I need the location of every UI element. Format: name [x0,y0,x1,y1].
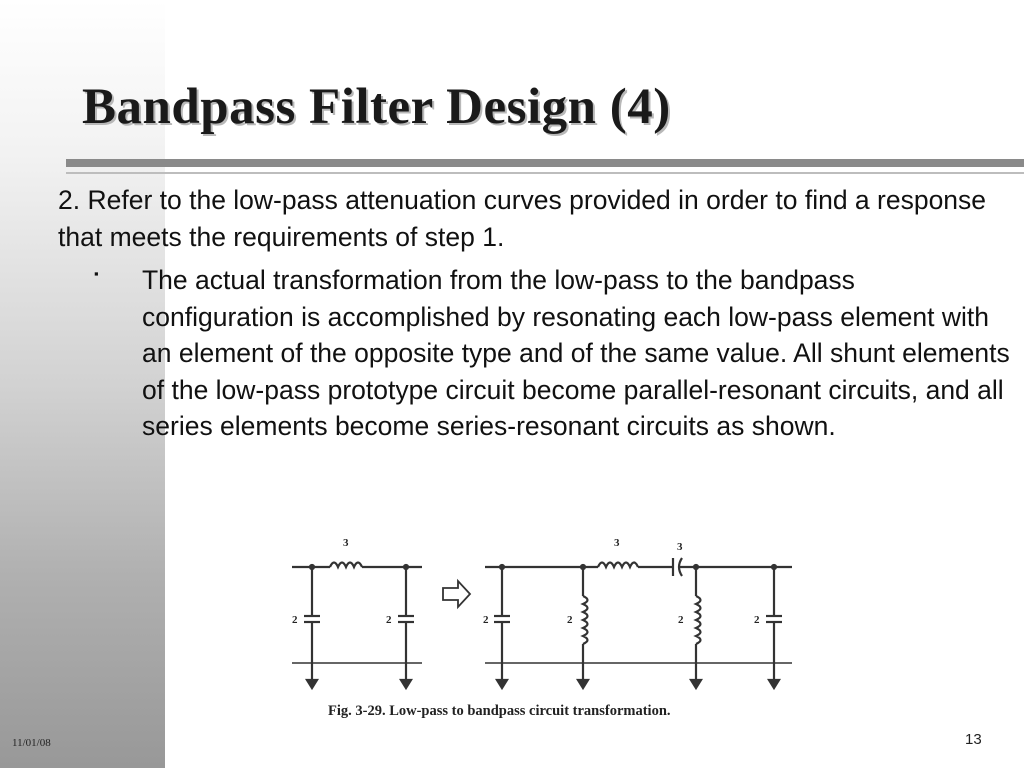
label-bp-series-cap: 3 [677,541,683,553]
label-bp-shunt-ind-2: 2 [678,614,684,626]
title-rule-thin [66,172,1024,174]
label-lp-cap-2: 2 [386,614,392,626]
bp-shunt-inductor-2 [696,596,701,644]
footer-date: 11/01/08 [12,737,51,749]
body-paragraph: 2. Refer to the low-pass attenuation curves provided in order to find a response that meets the requirements of step 1. [58,185,987,252]
label-lp-cap-1: 2 [292,614,298,626]
label-bp-inductor: 3 [614,537,620,549]
bullet-paragraph: The actual transformation from the low-pass to the bandpass configuration is accomplished by resonating each low-pass element with an element of the opposite type and of the same value. All shunt elements of the low-pass prototype circuit become parallel-resonant circuits, and all series elements become series-resonant circuits as shown. [142,265,1010,441]
label-lp-inductor: 3 [343,537,349,549]
lp-series-inductor [330,563,362,568]
page-number: 13 [965,731,982,748]
label-bp-cap-1: 2 [483,614,489,626]
bp-shunt-inductor-1 [583,596,588,644]
circuit-figure [280,530,810,730]
bullet-icon: ▪ [94,266,99,281]
title-rule-thick [66,159,1024,167]
label-bp-shunt-ind-1: 2 [567,614,573,626]
bp-series-inductor [598,563,638,568]
figure-caption: Fig. 3-29. Low-pass to bandpass circuit transformation. [328,703,671,719]
slide-title: Bandpass Filter Design (4) [82,79,671,135]
circuit-diagram [280,530,810,730]
transform-arrow-icon [443,581,470,607]
label-bp-cap-2: 2 [754,614,760,626]
